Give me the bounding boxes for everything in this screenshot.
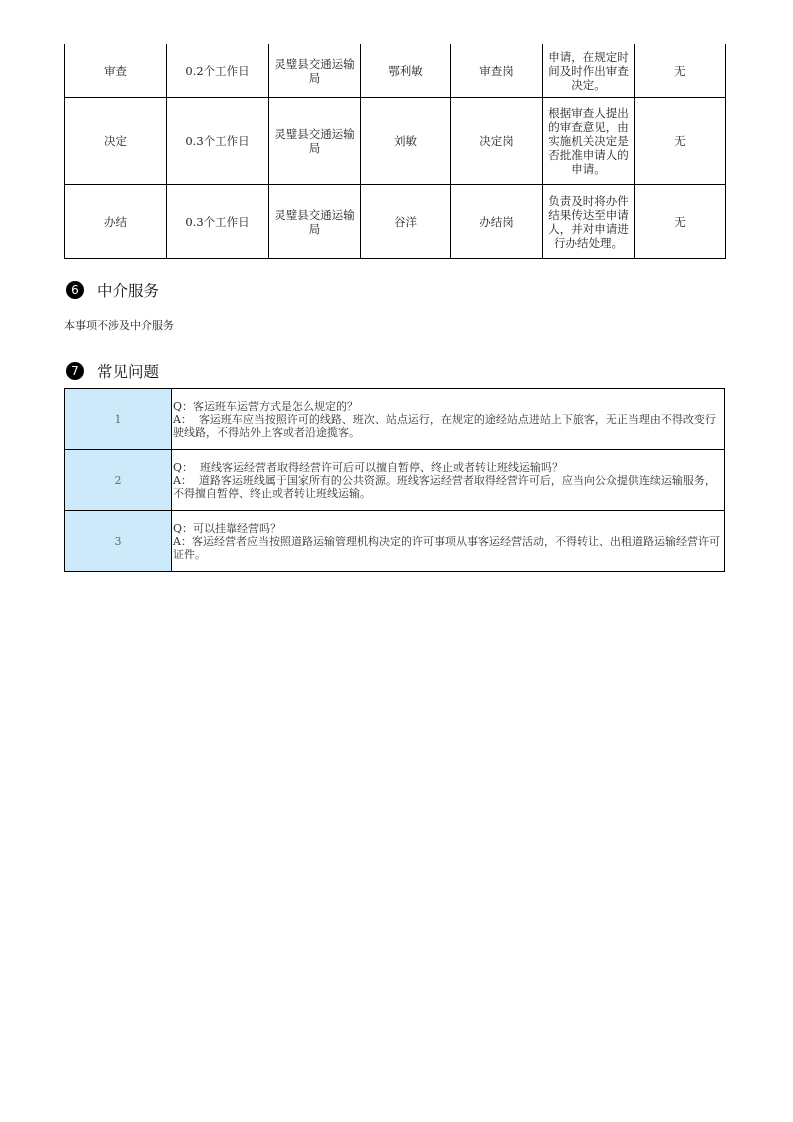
faq-question: Q：可以挂靠经营吗？ — [173, 522, 282, 535]
faq-content — [172, 450, 725, 511]
section-heading-intermediary — [66, 279, 159, 301]
desc-cell: 负责及时将办件结果传达至申请人，并对申请进行办结处理。 — [543, 185, 635, 259]
time-cell: 0.3个工作日 — [167, 98, 269, 185]
time-cell: 0.2个工作日 — [167, 44, 269, 98]
remark-cell: 无 — [635, 185, 726, 259]
faq-index: 3 — [65, 511, 172, 572]
section-title: 常见问题 — [97, 363, 160, 381]
post-cell: 办结岗 — [451, 185, 543, 259]
faq-row — [65, 389, 725, 450]
desc-cell: 根据审查人提出的审查意见，由实施机关决定是否批准申请人的申请。 — [543, 98, 635, 185]
number-badge-icon: 7 — [66, 362, 84, 380]
faq-answer: A：客运经营者应当按照道路运输管理机构决定的许可事项从事客运经营活动，不得转让、出租道路运输经营许可证件。 — [173, 535, 720, 561]
org-cell: 灵璧县交通运输局 — [269, 185, 361, 259]
table-row — [65, 185, 726, 259]
faq-question: Q： 班线客运经营者取得经营许可后可以擅自暂停、终止或者转让班线运输吗？ — [173, 461, 564, 474]
faq-index: 2 — [65, 450, 172, 511]
number-badge-icon: 6 — [66, 281, 84, 299]
faq-content — [172, 511, 725, 572]
post-cell: 决定岗 — [451, 98, 543, 185]
faq-answer: A： 客运班车应当按照许可的线路、班次、站点运行，在规定的途经站点进站上下旅客，无正当理由不得改变行驶线路，不得站外上客或者沿途揽客。 — [173, 413, 716, 439]
table-row — [65, 44, 726, 98]
faq-question: Q：客运班车运营方式是怎么规定的？ — [173, 400, 359, 413]
faq-index: 1 — [65, 389, 172, 450]
section-title: 中介服务 — [97, 282, 160, 300]
process-table — [64, 44, 726, 259]
step-cell: 决定 — [65, 98, 167, 185]
faq-answer: A： 道路客运班线属于国家所有的公共资源。班线客运经营者取得经营许可后，应当向公众提供连续运输服务，不得擅自暂停、终止或者转让班线运输。 — [173, 474, 716, 500]
person-cell: 刘敏 — [361, 98, 451, 185]
step-cell: 办结 — [65, 185, 167, 259]
intermediary-note: 本事项不涉及中介服务 — [64, 319, 174, 332]
remark-cell: 无 — [635, 98, 726, 185]
org-cell: 灵璧县交通运输局 — [269, 98, 361, 185]
person-cell: 鄂利敏 — [361, 44, 451, 98]
faq-content — [172, 389, 725, 450]
table-row — [65, 98, 726, 185]
org-cell: 灵璧县交通运输局 — [269, 44, 361, 98]
person-cell: 谷洋 — [361, 185, 451, 259]
faq-row — [65, 511, 725, 572]
step-cell: 审查 — [65, 44, 167, 98]
remark-cell: 无 — [635, 44, 726, 98]
desc-cell: 申请，在规定时间及时作出审查决定。 — [543, 44, 635, 98]
section-heading-faq — [66, 360, 159, 382]
post-cell: 审查岗 — [451, 44, 543, 98]
faq-table — [64, 388, 725, 572]
time-cell: 0.3个工作日 — [167, 185, 269, 259]
faq-row — [65, 450, 725, 511]
